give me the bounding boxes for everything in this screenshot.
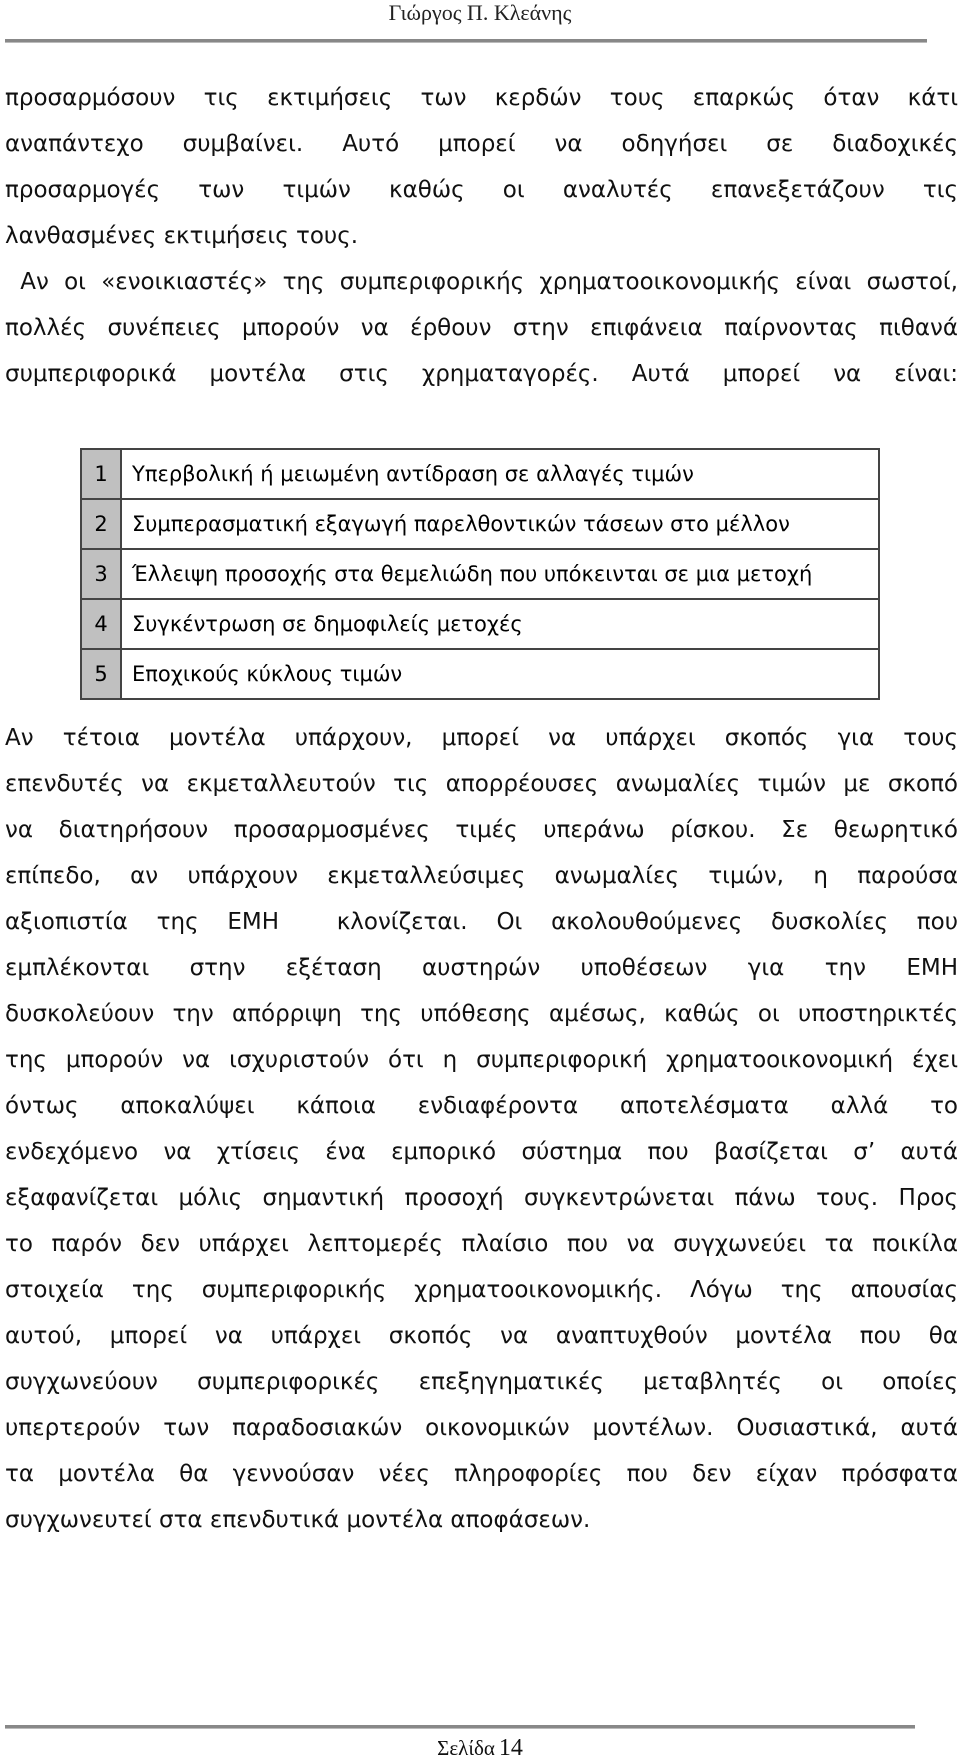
table-row xyxy=(81,649,879,699)
row-text: Συγκέντρωση σε δημοφιλείς μετοχές xyxy=(121,599,879,649)
table-row xyxy=(81,499,879,549)
paragraph-line: λανθασμένες εκτιμήσεις τους. xyxy=(5,223,359,249)
table-row xyxy=(81,599,879,649)
row-number: 3 xyxy=(81,549,121,599)
paragraph-line: επενδυτές να εκμεταλλευτούν τις απορρέουσες ανωμαλίες τιμών με σκοπό xyxy=(5,771,958,797)
paragraph-line: πολλές συνέπειες μπορούν να έρθουν στην επιφάνεια παίρνοντας πιθανά xyxy=(5,315,958,341)
paragraph-line: συγχωνευτεί στα επενδυτικά μοντέλα αποφάσεων. xyxy=(5,1507,591,1533)
paragraph-line: της μπορούν να ισχυριστούν ότι η συμπεριφορική χρηματοοικονομική έχει xyxy=(5,1047,958,1073)
row-number: 5 xyxy=(81,649,121,699)
paragraph-line: επίπεδο, αν υπάρχουν εκμεταλλεύσιμες ανωμαλίες τιμών, η παρούσα xyxy=(5,863,958,889)
paragraph-line: τα μοντέλα θα γεννούσαν νέες πληροφορίες που δεν είχαν πρόσφατα xyxy=(5,1461,958,1487)
paragraph-line: εξαφανίζεται μόλις σημαντική προσοχή συγκεντρώνεται πάνω τους. Προς xyxy=(5,1185,958,1211)
paragraph-line: Αν τέτοια μοντέλα υπάρχουν, μπορεί να υπάρχει σκοπός για τους xyxy=(5,725,958,751)
table-row xyxy=(81,549,879,599)
paragraph-discussion xyxy=(5,715,958,1543)
paragraph-line: το παρόν δεν υπάρχει λεπτομερές πλαίσιο που να συγχωνεύει τα ποικίλα xyxy=(5,1231,958,1257)
paragraph-line: να διατηρήσουν προσαρμοσμένες τιμές υπεράνω ρίσκου. Σε θεωρητικό xyxy=(5,817,958,843)
table-row xyxy=(81,449,879,499)
page-label: Σελίδα xyxy=(437,1736,495,1760)
paragraph-line: ενδεχόμενο να χτίσεις ένα εμπορικό σύστημα που βασίζεται σ’ αυτά xyxy=(5,1139,958,1165)
paragraph-line: όντως αποκαλύψει κάποια ενδιαφέροντα αποτελέσματα αλλά το xyxy=(5,1093,958,1119)
paragraph-line: αξιοπιστία της ΕΜΗ κλονίζεται. Οι ακολουθούμενες δυσκολίες που xyxy=(5,909,958,935)
header-rule xyxy=(5,39,927,43)
paragraph-line: προσαρμόσουν τις εκτιμήσεις των κερδών τους επαρκώς όταν κάτι xyxy=(5,85,958,111)
paragraph-line: δυσκολεύουν την απόρριψη της υπόθεσης αμέσως, καθώς οι υποστηρικτές xyxy=(5,1001,958,1027)
paragraph-line: αυτού, μπορεί να υπάρχει σκοπός να αναπτυχθούν μοντέλα που θα xyxy=(5,1323,958,1349)
behavioral-patterns-table xyxy=(80,448,880,700)
row-text: Συμπερασματική εξαγωγή παρελθοντικών τάσεων στο μέλλον xyxy=(121,499,879,549)
paragraph-line: συμπεριφορικά μοντέλα στις χρηματαγορές. Αυτά μπορεί να είναι: xyxy=(5,361,958,387)
row-number: 2 xyxy=(81,499,121,549)
running-header-author: Γιώργος Π. Κλεάνης xyxy=(388,0,572,25)
row-text: Εποχικούς κύκλους τιμών xyxy=(121,649,879,699)
paragraph-line: στοιχεία της συμπεριφορικής χρηματοοικονομικής. Λόγω της απουσίας xyxy=(5,1277,958,1303)
page-number xyxy=(0,1735,960,1762)
row-number: 1 xyxy=(81,449,121,499)
paragraph-line: Αν οι «ενοικιαστές» της συμπεριφορικής χρηματοοικονομικής είναι σωστοί, xyxy=(5,269,958,295)
page-number-value: 14 xyxy=(498,1735,523,1761)
paragraph-line: αναπάντεχο συμβαίνει. Αυτό μπορεί να οδηγήσει σε διαδοχικές xyxy=(5,131,958,157)
paragraph-intro xyxy=(5,75,958,397)
paragraph-line: προσαρμογές των τιμών καθώς οι αναλυτές επανεξετάζουν τις xyxy=(5,177,958,203)
row-text: Υπερβολική ή μειωμένη αντίδραση σε αλλαγές τιμών xyxy=(121,449,879,499)
paragraph-line: υπερτερούν των παραδοσιακών οικονομικών μοντέλων. Ουσιαστικά, αυτά xyxy=(5,1415,958,1441)
paragraph-line: εμπλέκονται στην εξέταση αυστηρών υποθέσεων για την ΕΜΗ xyxy=(5,955,958,981)
row-number: 4 xyxy=(81,599,121,649)
paragraph-line: συγχωνεύουν συμπεριφορικές επεξηγηματικές μεταβλητές οι οποίες xyxy=(5,1369,958,1395)
row-text: Έλλειψη προσοχής στα θεμελιώδη που υπόκεινται σε μια μετοχή xyxy=(121,549,879,599)
footer-rule xyxy=(5,1725,915,1729)
